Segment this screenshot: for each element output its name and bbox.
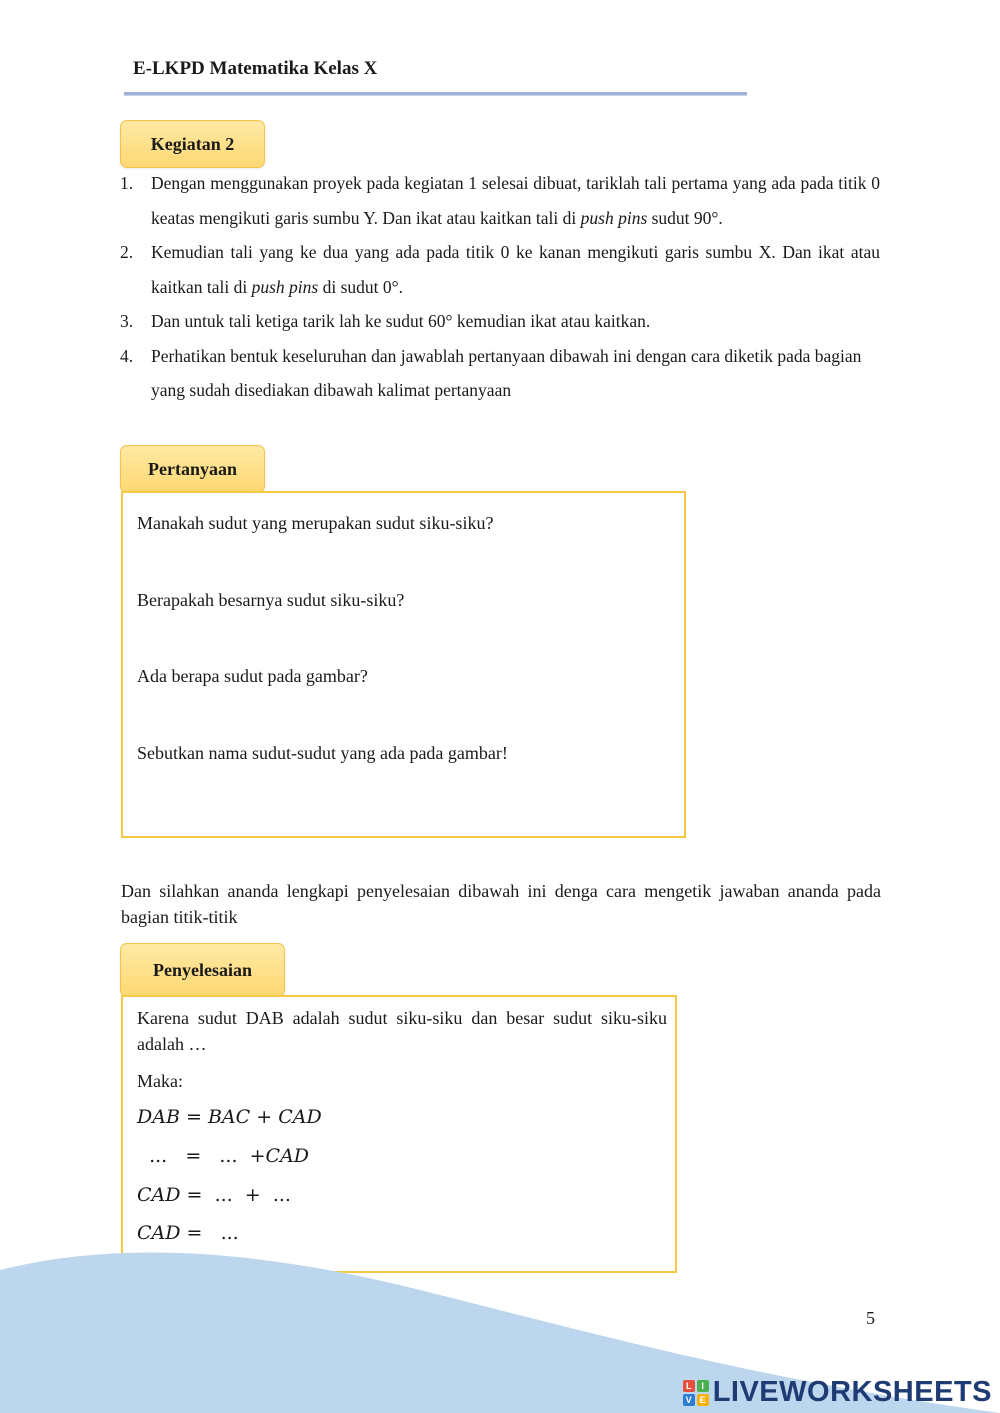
step-item: [120, 339, 880, 408]
equation-1: DAB = BAC + CAD: [137, 1106, 322, 1128]
page-number: 5: [866, 1308, 875, 1328]
equation-3: CAD = ... + ...: [137, 1184, 291, 1206]
answer-blank[interactable]: ...: [214, 1184, 233, 1206]
step-item: [120, 235, 880, 304]
step-number: 1.: [120, 173, 134, 193]
activity-steps: [120, 166, 880, 408]
step-text: Dengan menggunakan proyek pada kegiatan 1 selesai dibuat, tariklah tali pertama yang ada pada titik 0 keatas mengikuti garis sumbu Y. Dan ikat atau kaitkan tali di push pins sudut 90°.: [151, 173, 880, 228]
question-3: Ada berapa sudut pada gambar?: [137, 666, 368, 686]
header-rule: [124, 92, 747, 96]
questions-box: [121, 491, 686, 838]
step-text: Kemudian tali yang ke dua yang ada pada titik 0 ke kanan mengikuti garis sumbu X. Dan ikat atau kaitkan tali di push pins di sudut 0°.: [151, 242, 880, 297]
solution-maka: Maka:: [137, 1071, 183, 1091]
equation-2: ... = ... +CAD: [149, 1145, 310, 1167]
step-number: 2.: [120, 242, 134, 262]
answer-blank[interactable]: ...: [220, 1222, 239, 1244]
step-number: 3.: [120, 311, 134, 331]
step-item: [120, 304, 880, 339]
question-2: Berapakah besarnya sudut siku-siku?: [137, 590, 405, 610]
step-number: 4.: [120, 345, 134, 366]
answer-blank[interactable]: ...: [149, 1145, 168, 1167]
question-1: Manakah sudut yang merupakan sudut siku-siku?: [137, 513, 494, 533]
step-text: Dan untuk tali ketiga tarik lah ke sudut 60° kemudian ikat atau kaitkan.: [151, 311, 651, 331]
step-text: Perhatikan bentuk keseluruhan dan jawablah pertanyaan dibawah ini dengan cara diketik pada bagian yang sudah disediakan dibawah kalimat pertanyaan: [151, 345, 862, 400]
solution-tag: [120, 943, 285, 997]
questions-tag: [120, 445, 265, 493]
activity-tag: [120, 120, 265, 168]
liveworksheets-logo: [683, 1376, 992, 1409]
questions-label: Pertanyaan: [148, 458, 237, 479]
answer-blank[interactable]: ...: [219, 1145, 238, 1167]
activity-label: Kegiatan 2: [150, 133, 235, 154]
liveworksheets-logo-icon: L I V E: [683, 1380, 709, 1406]
solution-instruction: Dan silahkan ananda lengkapi penyelesaian dibawah ini denga cara mengetik jawaban ananda pada bagian titik-titik: [121, 881, 881, 927]
equation-4: CAD = ...: [137, 1222, 239, 1244]
solution-intro: Karena sudut DAB adalah sudut siku-siku dan besar sudut siku-siku adalah …: [137, 1008, 667, 1054]
solution-label: Penyelesaian: [153, 959, 252, 980]
step-item: [120, 166, 880, 235]
question-4: Sebutkan nama sudut-sudut yang ada pada gambar!: [137, 743, 508, 763]
liveworksheets-brand-text: LIVEWORKSHEETS: [712, 1376, 992, 1408]
answer-blank[interactable]: ...: [272, 1184, 291, 1206]
document-header-title: E-LKPD Matematika Kelas X: [133, 58, 378, 79]
